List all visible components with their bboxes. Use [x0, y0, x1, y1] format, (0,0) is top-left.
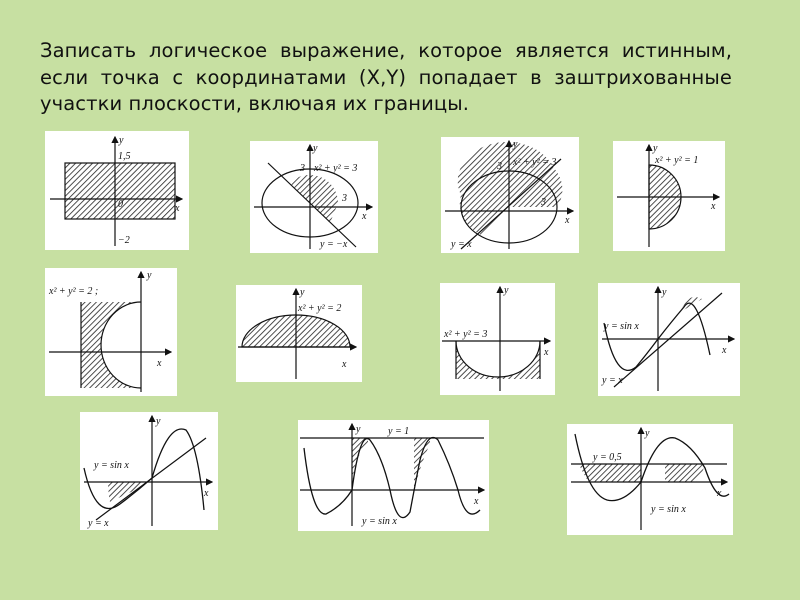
circle-equation: x² + y² = 3 [314, 163, 358, 174]
x-axis-label: x [342, 359, 347, 370]
diagram-sin-y05 [567, 424, 733, 535]
line-label: y = x [451, 239, 472, 250]
curve-label: y = sin x [362, 516, 397, 527]
tick-label: 0 [118, 199, 123, 210]
y-axis-label: y [504, 285, 509, 296]
x-axis-label: x [204, 488, 209, 499]
y-axis-label: y [653, 143, 658, 154]
radius-label: 3 [497, 161, 502, 172]
x-axis-label: x [175, 203, 180, 214]
curve-label: y = sin x [94, 460, 129, 471]
x-axis-label: x [717, 488, 722, 499]
diagram-sin-y1 [298, 420, 489, 531]
diagram-circle-x [441, 137, 579, 253]
diagram-circle-minus-x [250, 141, 378, 253]
y-axis-label: y [645, 428, 650, 439]
circle-equation: x² + y² = 3 [513, 157, 557, 168]
line-label: y = −x [320, 239, 348, 250]
y-axis-label: y [313, 143, 318, 154]
x-axis-label: x [711, 201, 716, 212]
circle-equation: x² + y² = 1 [655, 155, 699, 166]
y-axis-label: y [513, 139, 518, 150]
radius-label: 3 [541, 197, 546, 208]
curve-label: y = sin x [651, 504, 686, 515]
tick-label: 1,5 [118, 151, 131, 162]
diagram-outside-circle-left [45, 268, 177, 396]
line-label: y = 0,5 [593, 452, 622, 463]
y-axis-label: y [147, 270, 152, 281]
circle-equation: x² + y² = 3 [444, 329, 488, 340]
x-axis-label: x [565, 215, 570, 226]
y-axis-label: y [300, 287, 305, 298]
circle-equation: x² + y² = 2 [298, 303, 342, 314]
radius-label: 3 [300, 163, 305, 174]
diagram-sin-line-1 [598, 283, 740, 396]
x-axis-label: x [474, 496, 479, 507]
radius-label: 3 [342, 193, 347, 204]
y-axis-label: y [356, 424, 361, 435]
line-label: y = 1 [388, 426, 410, 437]
x-axis-label: x [362, 211, 367, 222]
x-axis-label: x [544, 347, 549, 358]
x-axis-label: x [157, 358, 162, 369]
y-axis-label: y [156, 416, 161, 427]
task-text: Записать логическое выражение, которое является истинным, если точка с координатами (X,Y) попадает в заштрихованные участки плоскости, включая их границы. [40, 39, 732, 115]
diagram-half-disk-bottom [440, 283, 555, 395]
line-label: y = x [602, 375, 623, 386]
curve-label: y = sin x [604, 321, 639, 332]
diagram-sin-line-2 [80, 412, 218, 530]
diagram-band [45, 131, 189, 250]
tick-label: −2 [118, 235, 130, 246]
x-axis-label: x [722, 345, 727, 356]
diagram-half-disk-right [613, 141, 725, 251]
diagram-half-disk-top [236, 285, 362, 382]
line-label: y = x [88, 518, 109, 529]
y-axis-label: y [662, 287, 667, 298]
circle-equation: x² + y² = 2 ; [49, 286, 99, 297]
y-axis-label: y [119, 135, 124, 146]
